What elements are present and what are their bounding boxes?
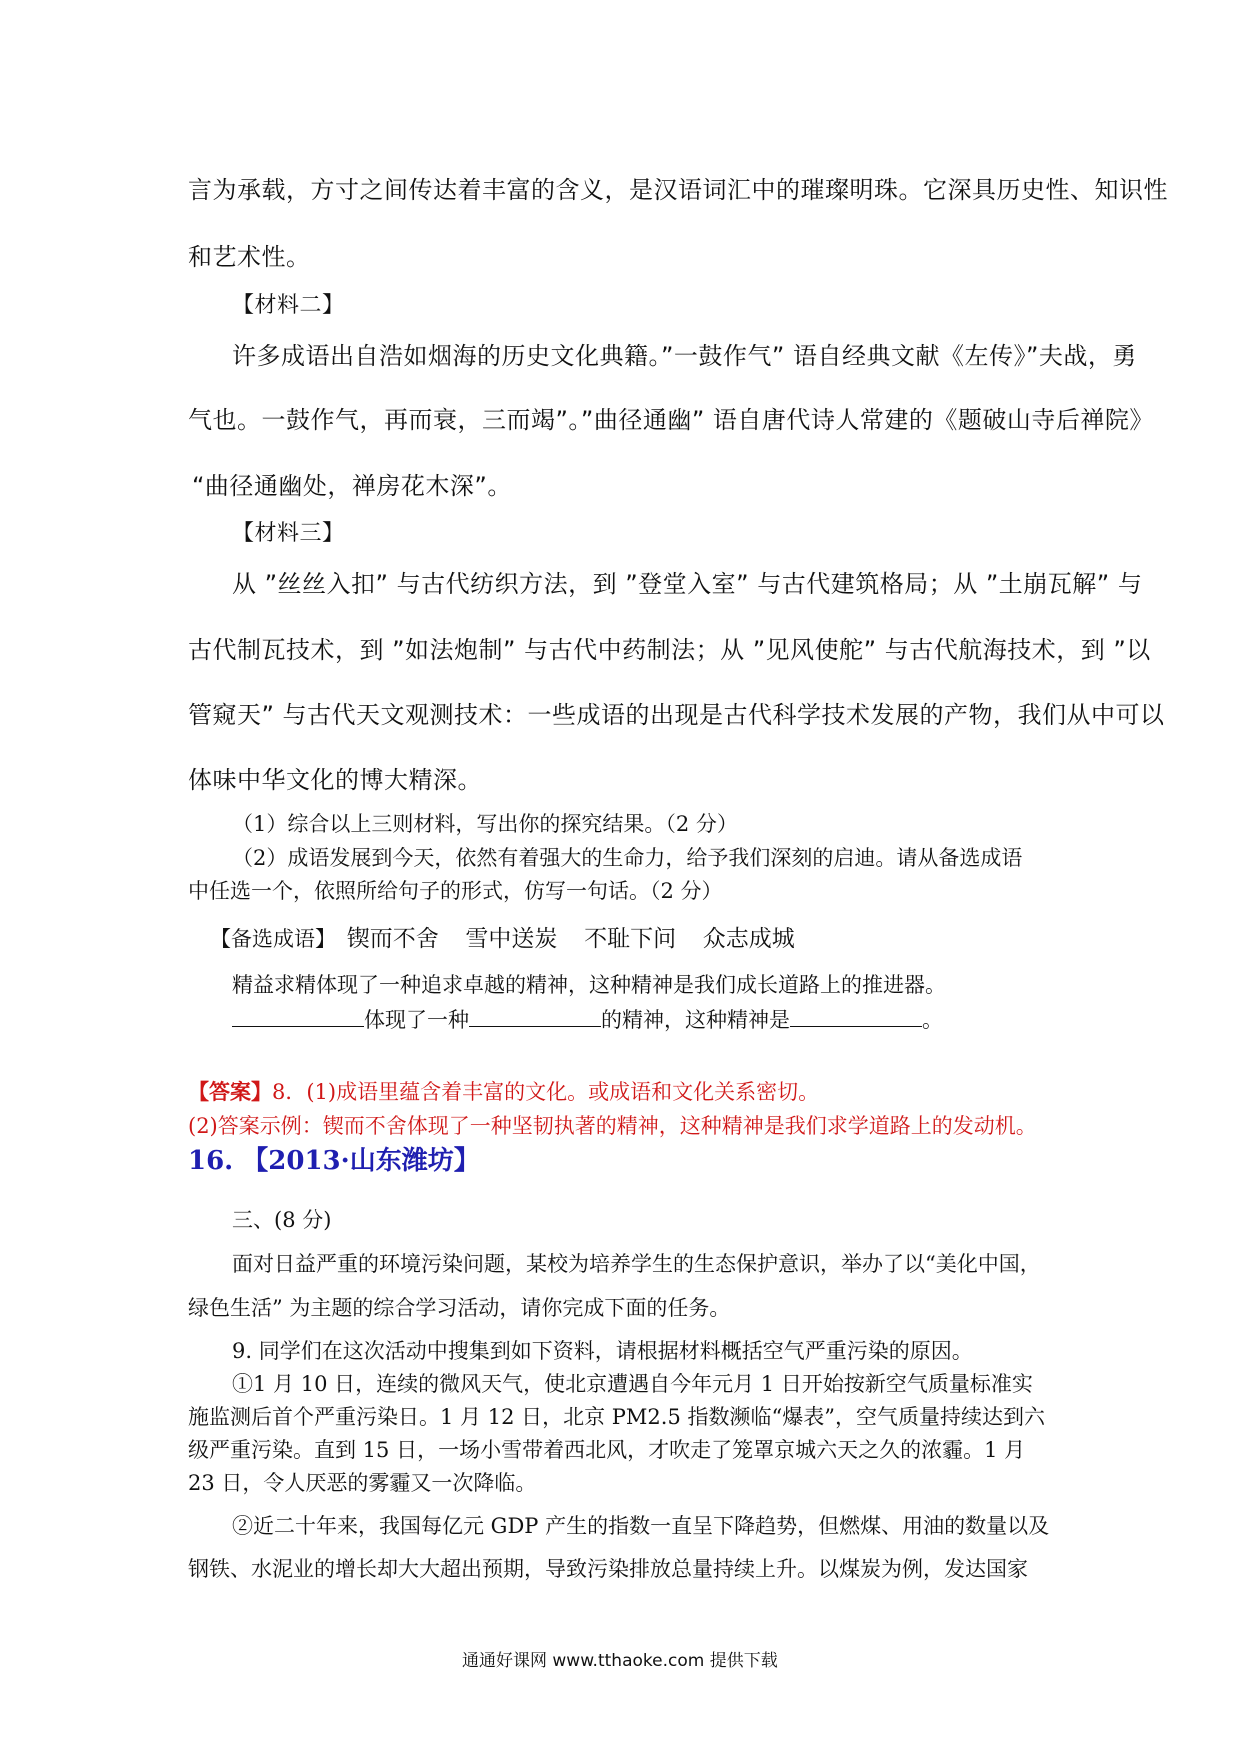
answer-text: 8．(1)成语里蕴含着丰富的文化。或成语和文化关系密切。: [272, 1080, 820, 1104]
part-title: 三、(8 分): [232, 1208, 332, 1232]
paragraph-line: 气也。一鼓作气，再而衰，三而竭”。”曲径通幽” 语自唐代诗人常建的《题破山寺后禅院》: [188, 406, 1154, 434]
paragraph-line: 面对日益严重的环境污染问题，某校为培养学生的生态保护意识，举办了以“美化中国，: [232, 1252, 1041, 1276]
template-text: 的精神，这种精神是: [601, 1008, 790, 1032]
section-heading: 16. 【2013·山东潍坊】: [188, 1146, 480, 1176]
paragraph-line: 级严重污染。直到 15 日，一场小雪带着西北风，才吹走了笼罩京城六天之久的浓霾。1 月: [188, 1438, 1026, 1462]
paragraph-line: 施监测后首个严重污染日。1 月 12 日，北京 PM2.5 指数濒临“爆表”，空气质量持续达到六: [188, 1405, 1045, 1429]
answer-line: (2)答案示例：锲而不舍体现了一种坚韧执著的精神，这种精神是我们求学道路上的发动机。: [188, 1114, 1037, 1138]
candidate-idiom: 雪中送炭: [465, 926, 558, 952]
fill-in-template: [232, 1004, 943, 1034]
candidate-idiom: 众志成城: [702, 926, 795, 952]
question-2-line: 中任选一个，依照所给句子的形式，仿写一句话。（2 分）: [188, 879, 723, 903]
paragraph-line: 言为承载，方寸之间传达着丰富的含义，是汉语词汇中的璀璨明珠。它深具历史性、知识性: [188, 176, 1168, 204]
answer-blank[interactable]: [469, 1004, 601, 1027]
answer-tag: 【答案】: [188, 1080, 272, 1104]
question-9: 9. 同学们在这次活动中搜集到如下资料，请根据材料概括空气严重污染的原因。: [232, 1339, 973, 1363]
example-sentence: 精益求精体现了一种追求卓越的精神，这种精神是我们成长道路上的推进器。: [232, 973, 946, 997]
paragraph-line: ②近二十年来，我国每亿元 GDP 产生的指数一直呈下降趋势，但燃煤、用油的数量以及: [232, 1514, 1050, 1538]
paragraph-line: 许多成语出自浩如烟海的历史文化典籍。”一鼓作气” 语自经典文献《左传》”夫战，勇: [232, 342, 1137, 370]
paragraph-line: 绿色生活” 为主题的综合学习活动，请你完成下面的任务。: [188, 1296, 731, 1320]
page-footer: 通通好课网 www.tthaoke.com 提供下载: [462, 1651, 778, 1671]
template-text: 。: [922, 1008, 943, 1032]
candidate-idiom: 锲而不舍: [346, 926, 439, 952]
paragraph-line: 古代制瓦技术，到 ”如法炮制” 与古代中药制法；从 ”见风使舵” 与古代航海技术，到 ”以: [188, 636, 1151, 664]
paragraph-line: 管窥天” 与古代天文观测技术：一些成语的出现是古代科学技术发展的产物，我们从中可以: [188, 701, 1165, 729]
material-three-heading: 【材料三】: [232, 521, 345, 546]
answer-blank[interactable]: [790, 1004, 922, 1027]
paragraph-line: 和艺术性。: [188, 243, 311, 271]
paragraph-line: “曲径通幽处，禅房花木深”。: [192, 472, 512, 500]
candidate-idiom: 不耻下问: [584, 926, 677, 952]
paragraph-line: 从 ”丝丝入扣” 与古代纺织方法，到 ”登堂入室” 与古代建筑格局；从 ”土崩瓦解” 与: [232, 570, 1143, 598]
question-2-line: （2）成语发展到今天，依然有着强大的生命力，给予我们深刻的启迪。请从备选成语: [232, 846, 1023, 870]
paragraph-line: 钢铁、水泥业的增长却大大超出预期，导致污染排放总量持续上升。以煤炭为例，发达国家: [188, 1557, 1028, 1581]
template-text: 体现了一种: [364, 1008, 469, 1032]
candidate-idioms: [210, 920, 795, 953]
paragraph-line: 体味中华文化的博大精深。: [188, 766, 482, 794]
question-1: （1）综合以上三则材料，写出你的探究结果。（2 分）: [232, 812, 738, 836]
candidate-label: 【备选成语】: [210, 927, 336, 951]
answer-line: [188, 1076, 819, 1106]
paragraph-line: 23 日，令人厌恶的雾霾又一次降临。: [188, 1471, 537, 1495]
answer-blank[interactable]: [232, 1004, 364, 1027]
paragraph-line: ①1 月 10 日，连续的微风天气，使北京遭遇自今年元月 1 日开始按新空气质量标准实: [232, 1372, 1033, 1396]
material-two-heading: 【材料二】: [232, 293, 345, 318]
